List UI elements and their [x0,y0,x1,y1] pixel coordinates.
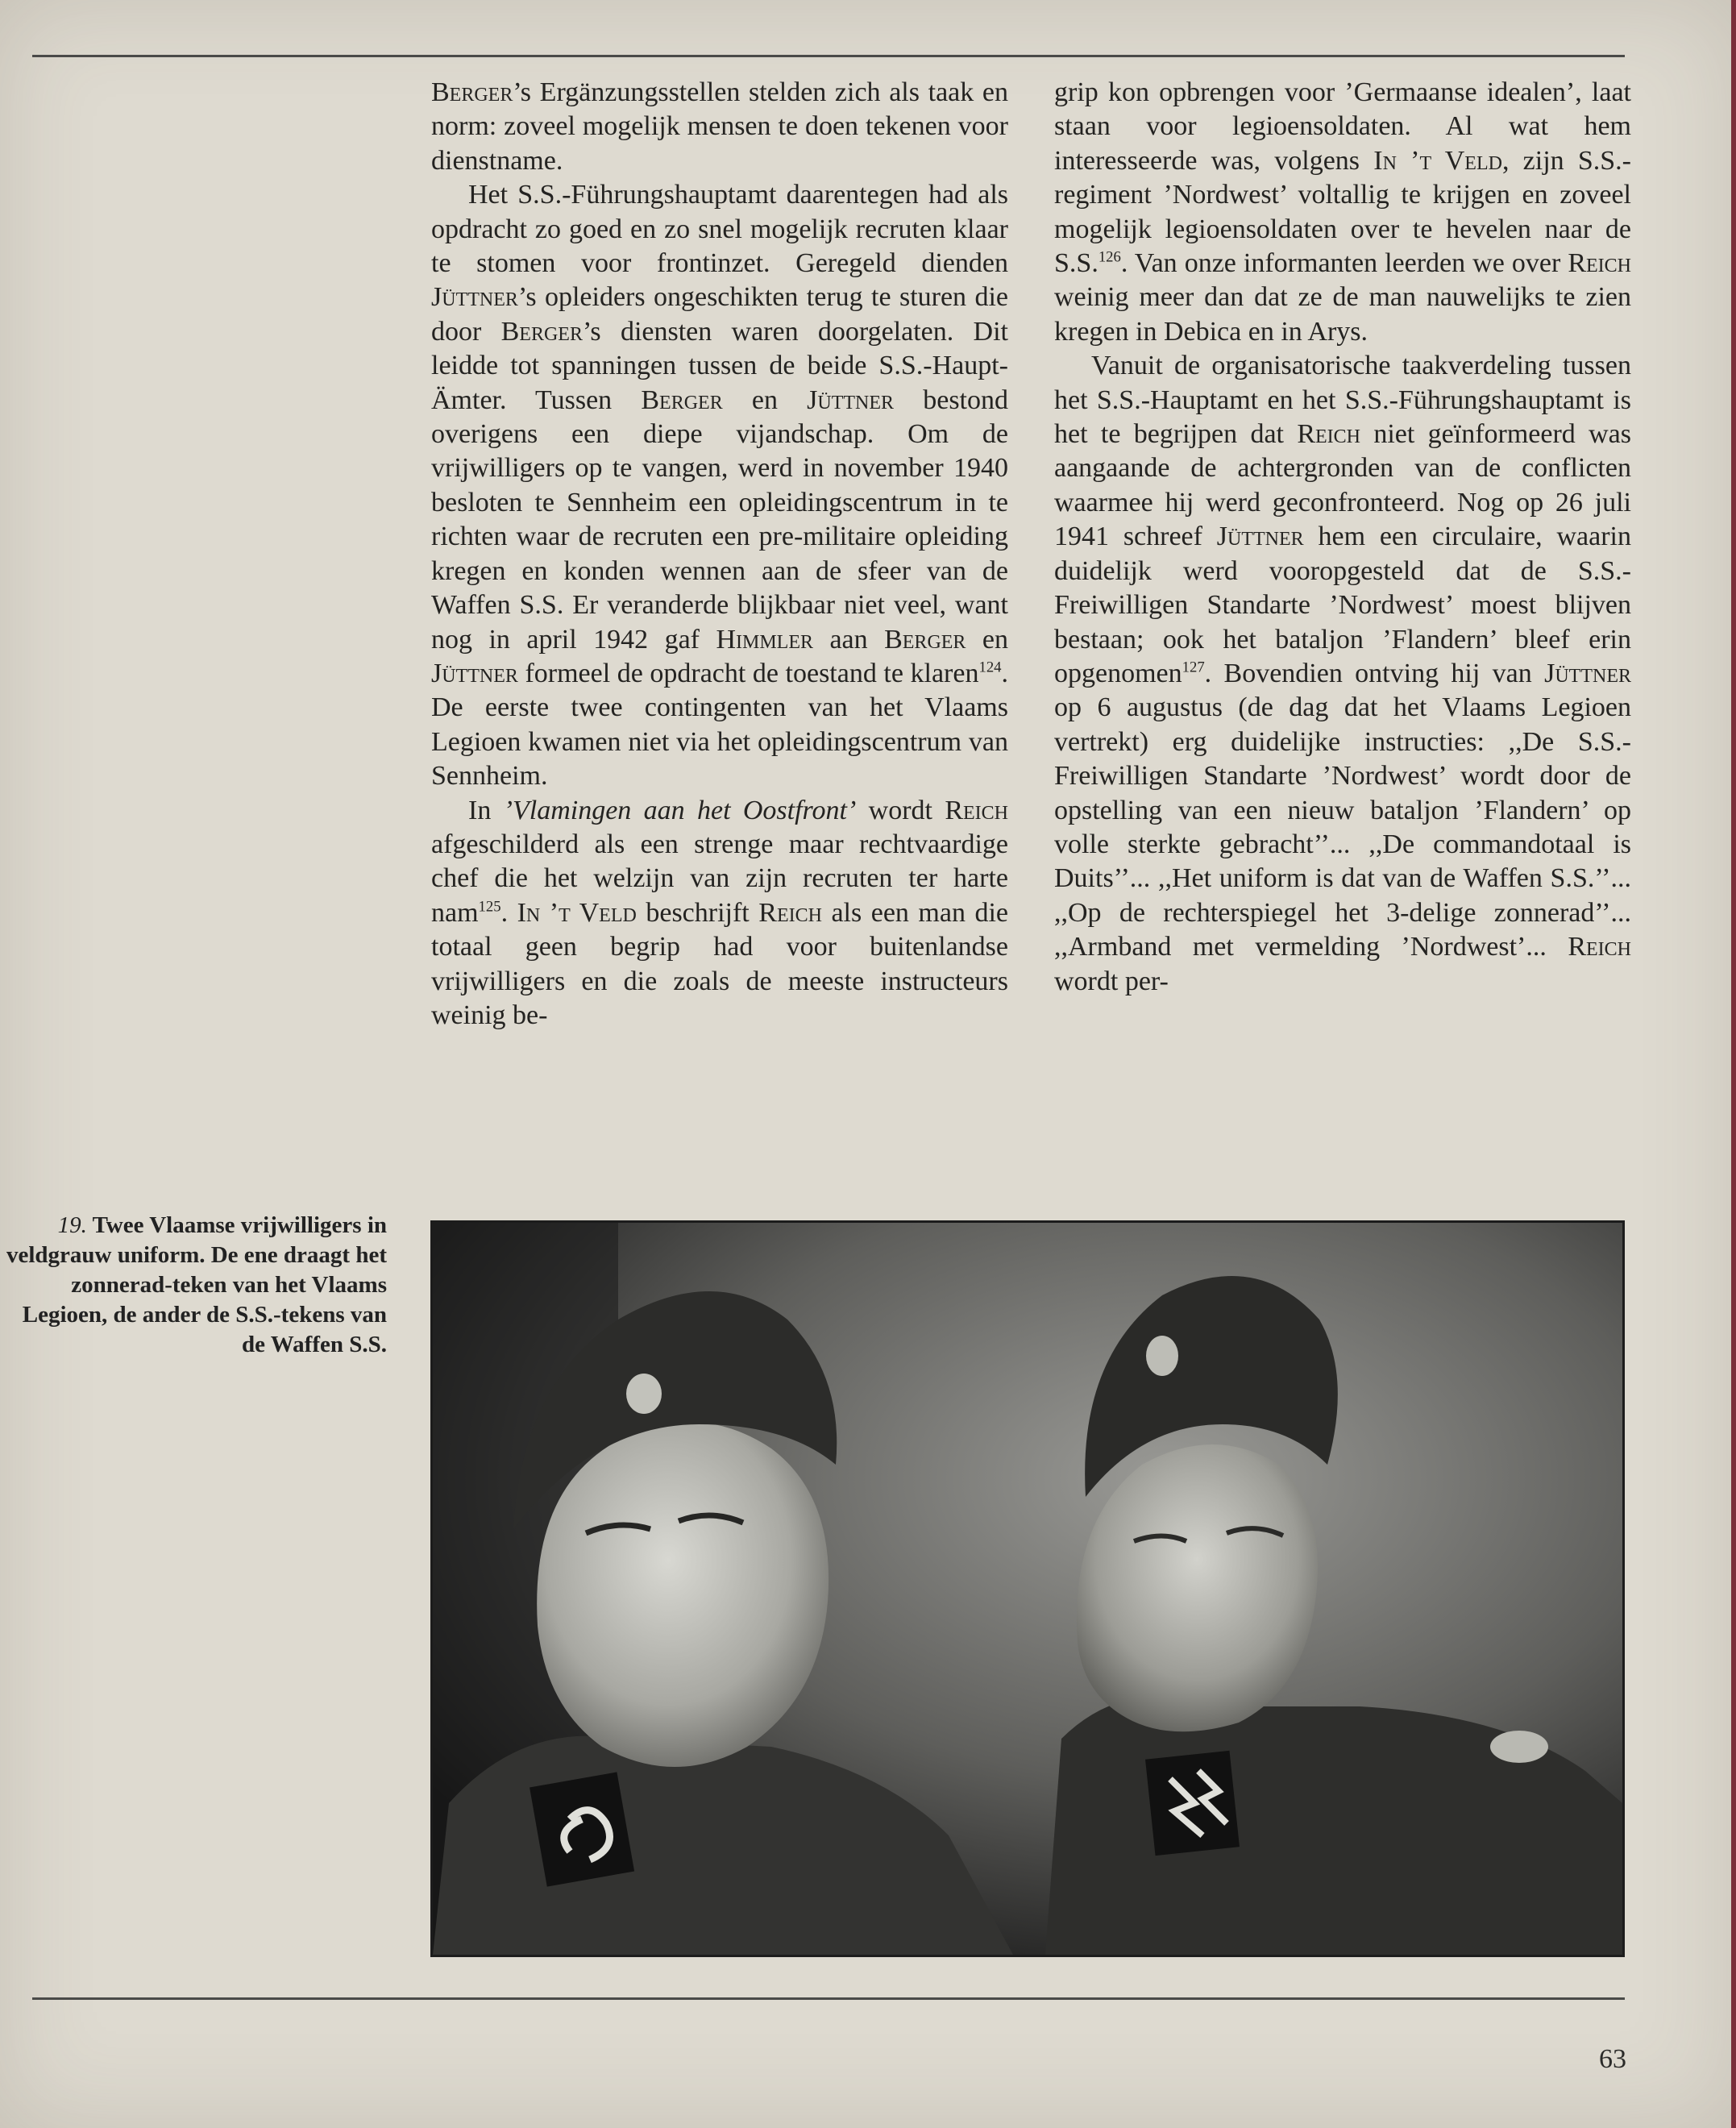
figure-number: 19. [57,1212,87,1238]
top-rule [32,55,1625,57]
footnote-ref: 126 [1098,248,1121,266]
paragraph: Berger’s Ergänzungsstellen stelden zich als taak en norm: zoveel mogelijk mensen te doen tekenen voor dienstname. [431,77,1008,176]
paragraph: Het S.S.-Führungshauptamt daarentegen had als opdracht zo goed en zo snel mogelijk recruten klaar te stomen voor frontinzet. Geregeld dienden Jüttner’s opleiders ongeschikten terug te sturen die door Berger’s diensten waren doorgelaten. Dit leidde tot spanningen tussen de beide S.S.-Haupt-Ämter. Tussen Berger en Jüttner bestond overigens een diepe vijandschap. Om de vrijwilligers op te vangen, werd in november 1940 besloten te Sennheim een opleidingscentrum in te richten waar de recruten een pre-militaire opleiding kregen en konden wennen aan de sfeer van de Waffen S.S. Er veranderde blijkbaar niet veel, want nog in april 1942 gaf Himmler aan Berger en Jüttner formeel de opdracht de toestand te klaren$^{124}$. De eerste twee contingenten van het Vlaams Legioen kwamen niet via het opleidingscentrum van Sennheim. [431,180,1009,792]
photograph-two-soldiers [430,1220,1625,1957]
footnote-ref: 125 [478,898,501,916]
paragraph: grip kon opbrengen voor ’Germaanse idealen’, laat staan voor legioensoldaten. Al wat hem interesseerde was, volgens In ’t Veld, zijn S.S.-regiment ’Nordwest’ voltallig te krijgen en zoveel mogelijk legioensoldaten over te hevelen naar de S.S.$^{126}$. Van onze informanten leerden we over Reich weinig meer dan dat ze de man nauwelijks te zien kregen in Debica en in Arys. [1054,77,1631,347]
left-text-column [431,76,1008,1033]
footnote-ref: 127 [1182,659,1205,676]
paragraph: Vanuit de organisatorische taakverdeling tussen het S.S.-Hauptamt en het S.S.-Führungshauptamt is het te begrijpen dat Reich niet geïnformeerd was aangaande de achtergronden van de conflicten waarmee hij werd geconfronteerd. Nog op 26 juli 1941 schreef Jüttner hem een circulaire, waarin duidelijk werd vooropgesteld dat de S.S.-Freiwilligen Standarte ’Nordwest’ moest blijven bestaan; ook het bataljon ’Flandern’ bleef erin opgenomen$^{127}$. Bovendien ontving hij van Jüttner op 6 augustus (de dag dat het Vlaams Legioen vertrekt) erg duidelijke instructies: ,,De S.S.-Freiwilligen Standarte ’Nordwest’ wordt door de opstelling van een nieuw bataljon ’Flandern’ op volle sterkte gebracht’’... ,,De commandotaal is Duits’’... ,,Het uniform is dat van de Waffen S.S.’’... ,,Op de rechterspiegel het 3-delige zonnerad’’... ,,Armband met vermelding ’Nordwest’... Reich wordt per- [1054,351,1631,996]
page-number: 63 [1599,2044,1626,2074]
right-text-column [1054,76,1631,999]
book-binding-edge [1731,0,1736,2128]
footnote-ref: 124 [978,659,1002,676]
photo-illustration [433,1223,1622,1955]
figure-caption [0,1211,387,1360]
paragraph: In ’Vlamingen aan het Oostfront’ wordt Reich afgeschilderd als een strenge maar rechtvaardige chef die het welzijn van zijn recruten ter harte nam$^{125}$. In ’t Veld beschrijft Reich als een man die totaal geen begrip had voor buitenlandse vrijwilligers en die zoals de meeste instructeurs weinig be- [431,795,1008,1030]
caption-text: Twee Vlaamse vrijwilligers in veldgrauw uniform. De ene draagt het zonnerad-teken van het Vlaams Legioen, de ander de S.S.-tekens van de Waffen S.S. [6,1212,387,1357]
bottom-rule [32,1997,1625,2000]
